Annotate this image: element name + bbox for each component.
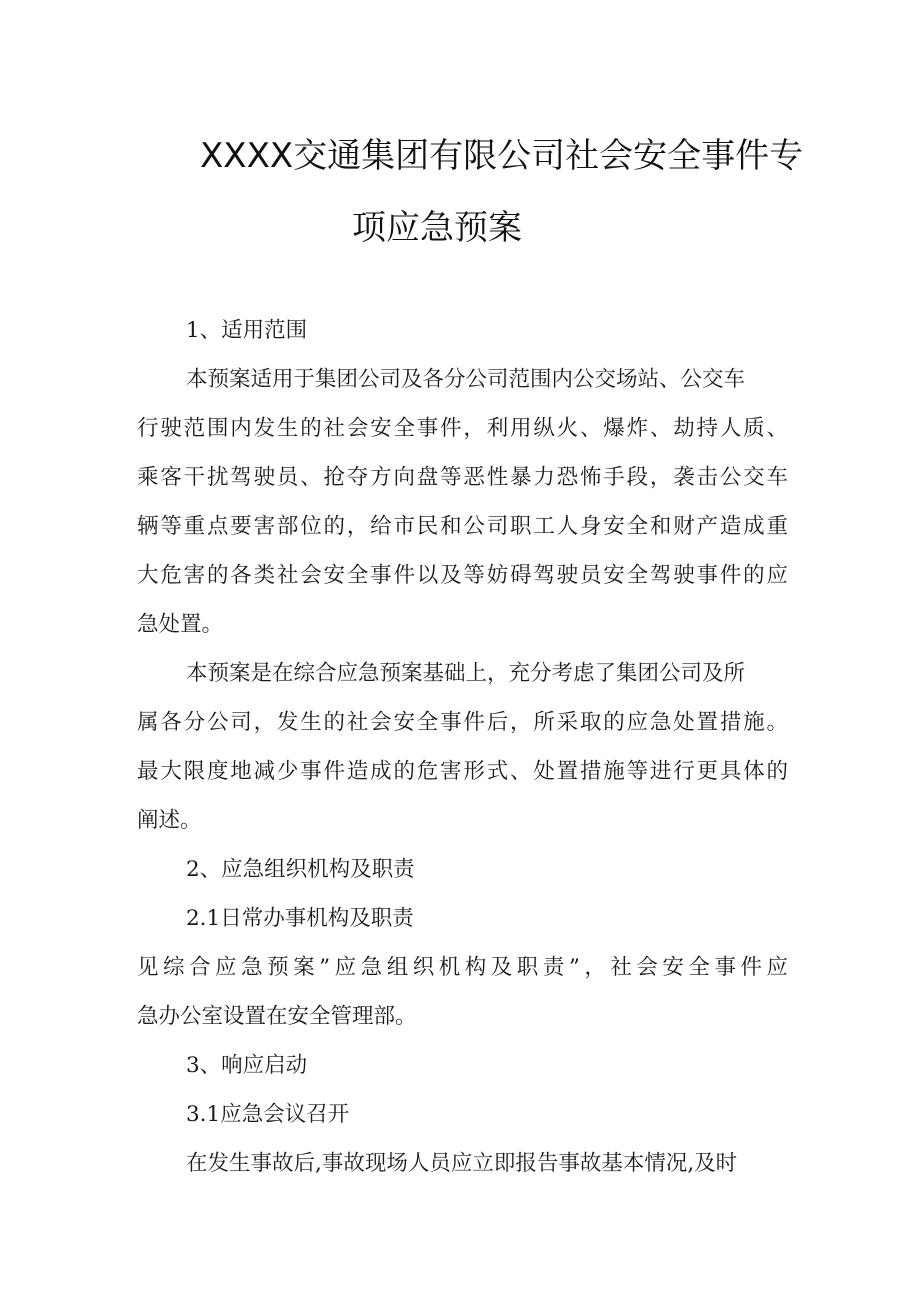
paragraph-line: 在发生事故后,事故现场人员应立即报告事故基本情况,及时: [186, 1151, 738, 1176]
paragraph-line: 辆等重点要害部位的，给市民和公司职工人身安全和财产造成重: [137, 514, 788, 539]
subsection-heading-daily-office: 2.1日常办事机构及职责: [186, 906, 414, 931]
subsection-heading-meeting: 3.1应急会议召开: [186, 1102, 350, 1127]
section-heading-scope: 1、适用范围: [186, 318, 308, 343]
paragraph-line: 见综合应急预案”应急组织机构及职责”，社会安全事件应: [137, 955, 788, 980]
paragraph-line: 阐述。: [137, 808, 202, 833]
paragraph-line: 大危害的各类社会安全事件以及等妨碍驾驶员安全驾驶事件的应: [137, 563, 788, 588]
document-title-line-2: 项应急预案: [352, 208, 522, 248]
paragraph-line: 急处置。: [137, 612, 224, 637]
section-heading-response: 3、响应启动: [186, 1053, 308, 1078]
paragraph-line: 乘客干扰驾驶员、抢夺方向盘等恶性暴力恐怖手段，袭击公交车: [137, 465, 788, 490]
paragraph-line: 行驶范围内发生的社会安全事件，利用纵火、爆炸、劫持人质、: [137, 416, 788, 441]
paragraph-line: 属各分公司，发生的社会安全事件后，所采取的应急处置措施。: [137, 710, 788, 735]
paragraph-line: 本预案是在综合应急预案基础上，充分考虑了集团公司及所: [186, 661, 746, 686]
section-heading-organization: 2、应急组织机构及职责: [186, 857, 415, 882]
paragraph-line: 本预案适用于集团公司及各分公司范围内公交场站、公交车: [186, 367, 746, 392]
paragraph-line: 最大限度地减少事件造成的危害形式、处置措施等进行更具体的: [137, 759, 788, 784]
paragraph-line: 急办公室设置在安全管理部。: [137, 1004, 417, 1029]
document-title-line-1: XXXX交通集团有限公司社会安全事件专: [200, 136, 804, 176]
